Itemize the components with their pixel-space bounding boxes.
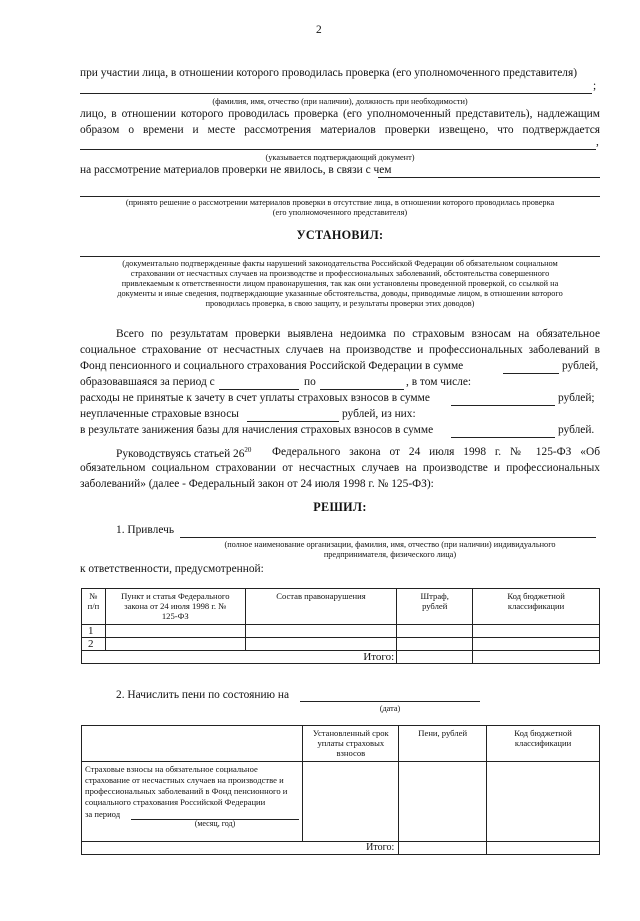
cell[interactable] xyxy=(397,638,473,651)
expenses-currency: рублей; xyxy=(558,392,595,404)
confirming-document-field[interactable] xyxy=(80,149,596,150)
contributions-text: Страховые взносы на обязательное социальное страхование от несчастных случаев на производстве и профессиональных заболеваний в Фонд пенсионного и социального страхования Российской Федерации xyxy=(85,764,288,807)
period-label: за период xyxy=(85,809,121,819)
established-note-5: проводилась проверка, в свою защиту, и результаты проверки этих доводов) xyxy=(205,299,475,308)
violations-table xyxy=(81,588,600,664)
penalty-date-field[interactable] xyxy=(300,701,480,702)
representative-field[interactable] xyxy=(80,93,592,94)
cell[interactable] xyxy=(105,638,245,651)
established-note-1: (документально подтвержденные факты нарушений законодательства Российской Федерации об обязательном социальном xyxy=(122,259,558,268)
liable-party-note-2: предпринимателя, физического лица) xyxy=(323,550,457,559)
cell[interactable] xyxy=(473,625,600,638)
header-number: № п/п xyxy=(82,589,106,625)
header-violation: Состав правонарушения xyxy=(245,589,397,625)
table-row xyxy=(82,625,600,638)
law-reference-start: Руководствуясь статьей $26^{20}$ xyxy=(116,446,252,460)
violations-header-row xyxy=(82,589,600,625)
understated-line: в результате занижения базы для начисления страховых взносов в сумме xyxy=(80,424,434,436)
header-law-article: Пункт и статья Федерального закона от 24 июля 1998 г. № 125-ФЗ xyxy=(105,589,245,625)
table-row xyxy=(82,762,600,842)
total-row xyxy=(82,842,600,855)
total-label: Итого: xyxy=(82,651,397,664)
liable-party-field[interactable] xyxy=(180,537,596,538)
established-note-3: привлекаемым к ответственности лицом правонарушения, так как они установлены проведенной проверкой, со ссылкой на xyxy=(121,279,559,288)
header-budget-code: Код бюджетной классификации xyxy=(487,726,600,762)
penalty-label: 2. Начислить пени по состоянию на xyxy=(116,689,290,701)
unpaid-line: неуплаченные страховые взносы xyxy=(80,408,239,420)
page-number: 2 xyxy=(316,24,322,36)
established-title: УСТАНОВИЛ: xyxy=(296,228,384,242)
arrears-currency: рублей, xyxy=(562,360,599,372)
header-empty xyxy=(82,726,303,762)
arrears-line-1: Всего по результатам проверки выявлена недоимка по страховым взносам на обязательное xyxy=(116,328,600,340)
notice-line-1: лицо, в отношении которого проводилась проверка (его уполномоченный представитель), надлежащим xyxy=(80,108,600,120)
participation-line: при участии лица, в отношении которого проводилась проверка (его уполномоченного представителя) xyxy=(80,67,577,79)
notice-line-2: образом о времени и месте рассмотрения материалов проверки извещено, что подтверждается xyxy=(80,124,600,136)
comma: , xyxy=(596,136,599,148)
header-penalty: Пени, рублей xyxy=(399,726,487,762)
header-fine: Штраф, рублей xyxy=(397,589,473,625)
period-from-label: образовавшаяся за период с xyxy=(80,376,215,388)
semicolon: ; xyxy=(593,80,597,92)
arrears-amount-field[interactable] xyxy=(503,373,559,374)
header-due-date: Установленный срок уплаты страховых взносов xyxy=(303,726,399,762)
cell[interactable] xyxy=(487,762,600,842)
unpaid-currency: рублей, из них: xyxy=(342,408,416,420)
total-fine-cell[interactable] xyxy=(397,651,473,664)
period-from-field[interactable] xyxy=(219,389,299,390)
expenses-line: расходы не принятые к зачету в счет уплаты страховых взносов в сумме xyxy=(80,392,430,404)
total-label: Итого: xyxy=(82,842,399,855)
row-number: 1 xyxy=(82,625,106,638)
arrears-line-2: социальное страхование от несчастных случаев на производстве и профессиональных заболеваний в xyxy=(80,344,600,356)
period-row xyxy=(85,809,299,828)
established-note-4: документы и иные сведения, подтверждающие указанные обстоятельства, доводы, приводимые лицом, в отношении которого xyxy=(117,289,563,298)
total-code-cell[interactable] xyxy=(487,842,600,855)
understated-amount-field[interactable] xyxy=(451,437,555,438)
arrears-line-3: Фонд пенсионного и социального страхования Российской Федерации в сумме xyxy=(80,360,464,372)
total-row xyxy=(82,651,600,664)
period-to-field[interactable] xyxy=(320,389,404,390)
confirming-document-note: (указывается подтверждающий документ) xyxy=(265,153,415,162)
cell[interactable] xyxy=(105,625,245,638)
law-reference-end: Федерального закона от 24 июля 1998 г. № 125-ФЗ «Об xyxy=(272,446,600,458)
cell[interactable] xyxy=(245,638,397,651)
unpaid-amount-field[interactable] xyxy=(247,421,339,422)
decided-title: РЕШИЛ: xyxy=(313,500,367,514)
cell[interactable] xyxy=(473,638,600,651)
absence-reason-field-2[interactable] xyxy=(80,196,600,197)
penalty-table xyxy=(81,725,600,855)
header-budget-code: Код бюджетной классификации xyxy=(473,589,600,625)
contributions-cell xyxy=(82,762,303,842)
expenses-amount-field[interactable] xyxy=(451,405,555,406)
including-label: , в том числе: xyxy=(406,376,472,388)
penalty-header-row xyxy=(82,726,600,762)
cell[interactable] xyxy=(399,762,487,842)
cell[interactable] xyxy=(245,625,397,638)
hold-liable-label: 1. Привлечь xyxy=(116,524,175,536)
period-to-label: по xyxy=(304,376,316,388)
period-note: (месяц, год) xyxy=(194,819,236,828)
liable-party-note-1: (полное наименование организации, фамилия, имя, отчество (при наличии) индивидуального xyxy=(224,540,556,549)
total-penalty-cell[interactable] xyxy=(399,842,487,855)
absence-reason-field[interactable] xyxy=(378,177,600,178)
understated-currency: рублей. xyxy=(558,424,595,436)
established-note-2: страховании от несчастных случаев на производстве и профессиональных заболеваний, обстоятельства совершенного xyxy=(130,269,550,278)
cell[interactable] xyxy=(303,762,399,842)
law-reference-line-2: обязательном социальном страховании от несчастных случаев на производстве и профессиональных xyxy=(80,462,600,474)
cell[interactable] xyxy=(397,625,473,638)
absence-line: на рассмотрение материалов проверки не явилось, в связи с чем xyxy=(80,164,392,176)
decision-note-2: (его уполномоченного представителя) xyxy=(272,208,408,217)
law-reference-line-3: заболеваний» (далее - Федеральный закон от 24 июля 1998 г. № 125-ФЗ): xyxy=(80,478,434,490)
penalty-date-note: (дата) xyxy=(379,704,401,713)
table-row xyxy=(82,638,600,651)
total-code-cell[interactable] xyxy=(473,651,600,664)
liability-label: к ответственности, предусмотренной: xyxy=(80,563,264,575)
decision-note-1: (принято решение о рассмотрении материалов проверки в отсутствие лица, в отношении которого проводилась проверка xyxy=(125,198,555,207)
established-field[interactable] xyxy=(80,256,600,257)
row-number: 2 xyxy=(82,638,106,651)
representative-note: (фамилия, имя, отчество (при наличии), должность при необходимости) xyxy=(212,97,468,106)
